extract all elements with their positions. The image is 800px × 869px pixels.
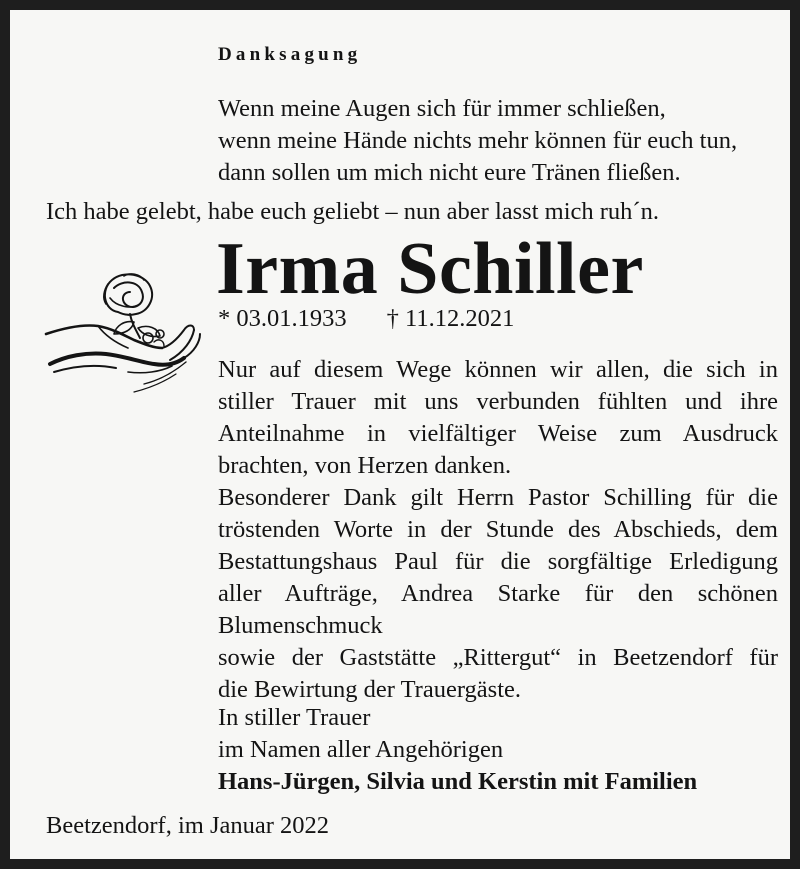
poem-line: Wenn meine Augen sich für immer schließen, — [218, 95, 666, 122]
death-date: † 11.12.2021 — [386, 305, 515, 332]
body-line: Nur auf diesem Wege können wir allen, die sich in — [218, 356, 778, 383]
poem-line: wenn meine Hände nichts mehr können für euch tun, — [218, 127, 738, 154]
signers: Hans-Jürgen, Silvia und Kerstin mit Familien — [218, 768, 698, 795]
dates — [218, 305, 514, 333]
body-line: Bestattungshaus Paul für die sorgfältige Erledigung — [218, 548, 778, 575]
body-line: Anteilnahme in vielfältiger Weise zum Ausdruck — [218, 420, 778, 447]
birth-date: * 03.01.1933 — [218, 305, 347, 332]
closing — [218, 702, 697, 798]
motto: Ich habe gelebt, habe euch geliebt – nun aber lasst mich ruh´n. — [46, 198, 659, 225]
poem-line: dann sollen um mich nicht eure Tränen fließen. — [218, 159, 681, 186]
closing-line: im Namen aller Angehörigen — [218, 736, 504, 763]
body-line: Blumenschmuck — [218, 612, 383, 639]
body-line: Besonderer Dank gilt Herrn Pastor Schilling für die — [218, 484, 778, 511]
body-line: stiller Trauer mit uns verbunden fühlten und ihre — [218, 388, 778, 415]
body-line: sowie der Gaststätte „Rittergut“ in Beetzendorf für — [218, 644, 778, 671]
body-line: tröstenden Worte in der Stunde des Abschieds, dem — [218, 516, 778, 543]
poem — [218, 93, 737, 189]
place-date: Beetzendorf, im Januar 2022 — [46, 812, 330, 839]
rose-in-hands-icon — [44, 268, 204, 400]
thanks-text — [218, 354, 778, 706]
body-line: brachten, von Herzen danken. — [218, 452, 512, 479]
deceased-name: Irma Schiller — [216, 228, 644, 310]
closing-line: In stiller Trauer — [218, 704, 371, 731]
body-line: aller Aufträge, Andrea Starke für den schönen — [218, 580, 778, 607]
body-line: die Bewirtung der Trauergäste. — [218, 676, 522, 703]
heading: Danksagung — [218, 44, 362, 65]
